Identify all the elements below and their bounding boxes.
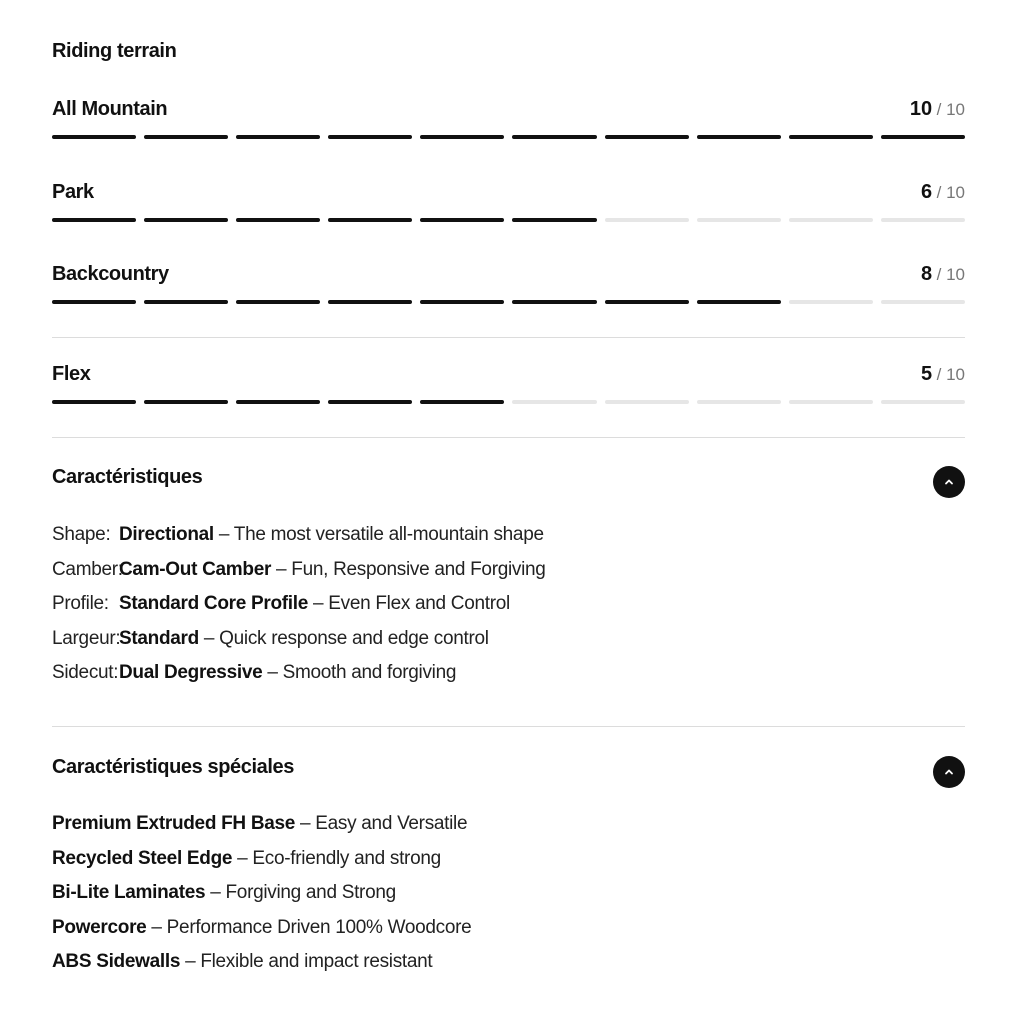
spec-name: Directional	[119, 524, 214, 545]
rating-score	[921, 180, 965, 206]
rating-backcountry	[52, 262, 965, 322]
spec-name: ABS Sidewalls	[52, 951, 181, 972]
rating-segment-filled	[420, 300, 504, 304]
special-row	[52, 876, 965, 911]
spec-name: Bi-Lite Laminates	[52, 882, 206, 903]
rating-segment-empty	[881, 218, 965, 222]
spec-desc: – Easy and Versatile	[295, 813, 468, 834]
spec-key: Camber:	[52, 558, 123, 580]
rating-segment-filled	[420, 400, 504, 404]
spec-desc: – Even Flex and Control	[308, 593, 510, 614]
spec-key: Shape:	[52, 524, 111, 545]
characteristics-list	[52, 518, 965, 691]
rating-segment-filled	[605, 135, 689, 139]
divider	[52, 437, 965, 438]
spec-desc: – Smooth and forgiving	[262, 662, 457, 683]
score-separator: /	[936, 183, 947, 202]
rating-segment-filled	[144, 135, 228, 139]
spec-desc: – Eco-friendly and strong	[232, 847, 441, 869]
spec-name: Recycled Steel Edge	[52, 847, 233, 869]
spec-desc: – Performance Driven 100% Woodcore	[146, 916, 472, 938]
rating-label: Flex	[52, 363, 91, 385]
score-value: 5	[921, 363, 933, 385]
rating-label: Park	[52, 181, 94, 203]
rating-segment-empty	[697, 218, 781, 222]
rating-label: All Mountain	[52, 98, 168, 120]
spec-name: Standard Core Profile	[119, 593, 309, 614]
spec-desc: – Flexible and impact resistant	[180, 951, 433, 972]
rating-park	[52, 180, 965, 240]
characteristics-heading: Caractéristiques	[52, 466, 203, 488]
spec-row-profile	[52, 587, 965, 622]
spec-row-width	[52, 622, 965, 657]
score-value: 8	[921, 263, 933, 285]
score-max: 10	[946, 265, 965, 284]
rating-segment-filled	[789, 135, 873, 139]
rating-segment-empty	[881, 300, 965, 304]
rating-segment-filled	[512, 218, 596, 222]
spec-row-camber	[52, 553, 965, 588]
rating-segment-empty	[789, 300, 873, 304]
riding-terrain-heading: Riding terrain	[52, 40, 177, 62]
rating-segment-filled	[328, 300, 412, 304]
special-row	[52, 911, 965, 946]
score-separator: /	[936, 365, 947, 384]
rating-segment-filled	[52, 218, 136, 222]
rating-bar	[52, 400, 965, 404]
rating-all-mountain	[52, 97, 965, 157]
score-separator: /	[936, 265, 947, 284]
rating-segment-filled	[144, 218, 228, 222]
spec-name: Standard	[119, 627, 199, 649]
score-value: 6	[921, 181, 933, 203]
rating-bar	[52, 135, 965, 139]
divider	[52, 726, 965, 727]
rating-segment-filled	[52, 400, 136, 404]
rating-segment-filled	[52, 300, 136, 304]
spec-key: Largeur:	[52, 627, 121, 649]
rating-segment-filled	[420, 218, 504, 222]
special-row	[52, 807, 965, 842]
rating-segment-empty	[512, 400, 596, 404]
score-separator: /	[936, 100, 947, 119]
rating-segment-filled	[144, 300, 228, 304]
special-characteristics-collapse-button[interactable]	[933, 756, 965, 788]
rating-segment-empty	[881, 400, 965, 404]
spec-desc: – Forgiving and Strong	[205, 882, 396, 903]
rating-bar	[52, 300, 965, 304]
rating-segment-empty	[697, 400, 781, 404]
rating-segment-filled	[328, 135, 412, 139]
special-characteristics-heading: Caractéristiques spéciales	[52, 756, 294, 778]
rating-segment-filled	[697, 135, 781, 139]
rating-segment-filled	[605, 300, 689, 304]
rating-score	[910, 97, 965, 123]
rating-segment-filled	[236, 135, 320, 139]
spec-key: Profile:	[52, 593, 109, 614]
special-characteristics-list	[52, 807, 965, 980]
spec-row-shape	[52, 518, 965, 553]
rating-segment-filled	[328, 218, 412, 222]
spec-name: Premium Extruded FH Base	[52, 813, 296, 834]
rating-segment-filled	[697, 300, 781, 304]
score-max: 10	[946, 365, 965, 384]
special-row	[52, 842, 965, 877]
rating-segment-filled	[420, 135, 504, 139]
spec-row-sidecut	[52, 656, 965, 691]
spec-name: Powercore	[52, 916, 147, 938]
spec-name: Dual Degressive	[119, 662, 263, 683]
score-value: 10	[909, 98, 933, 120]
rating-segment-filled	[236, 300, 320, 304]
rating-bar	[52, 218, 965, 222]
rating-segment-empty	[605, 400, 689, 404]
rating-segment-filled	[144, 400, 228, 404]
chevron-up-icon	[943, 476, 955, 488]
rating-score	[921, 262, 965, 288]
spec-key: Sidecut:	[52, 662, 119, 683]
score-max: 10	[946, 183, 965, 202]
rating-score	[921, 362, 965, 388]
spec-name: Cam-Out Camber	[119, 558, 272, 580]
rating-segment-filled	[52, 135, 136, 139]
rating-flex	[52, 362, 965, 422]
rating-label: Backcountry	[52, 263, 169, 285]
rating-segment-filled	[328, 400, 412, 404]
rating-segment-empty	[605, 218, 689, 222]
score-max: 10	[946, 100, 965, 119]
spec-desc: – The most versatile all-mountain shape	[213, 524, 544, 545]
chevron-up-icon	[943, 766, 955, 778]
divider	[52, 337, 965, 338]
rating-segment-filled	[236, 400, 320, 404]
rating-segment-empty	[789, 218, 873, 222]
rating-segment-filled	[512, 300, 596, 304]
characteristics-collapse-button[interactable]	[933, 466, 965, 498]
rating-segment-filled	[512, 135, 596, 139]
rating-segment-empty	[789, 400, 873, 404]
spec-desc: – Quick response and edge control	[198, 627, 489, 649]
rating-segment-filled	[236, 218, 320, 222]
special-row	[52, 945, 965, 980]
spec-desc: – Fun, Responsive and Forgiving	[271, 558, 546, 580]
rating-segment-filled	[881, 135, 965, 139]
